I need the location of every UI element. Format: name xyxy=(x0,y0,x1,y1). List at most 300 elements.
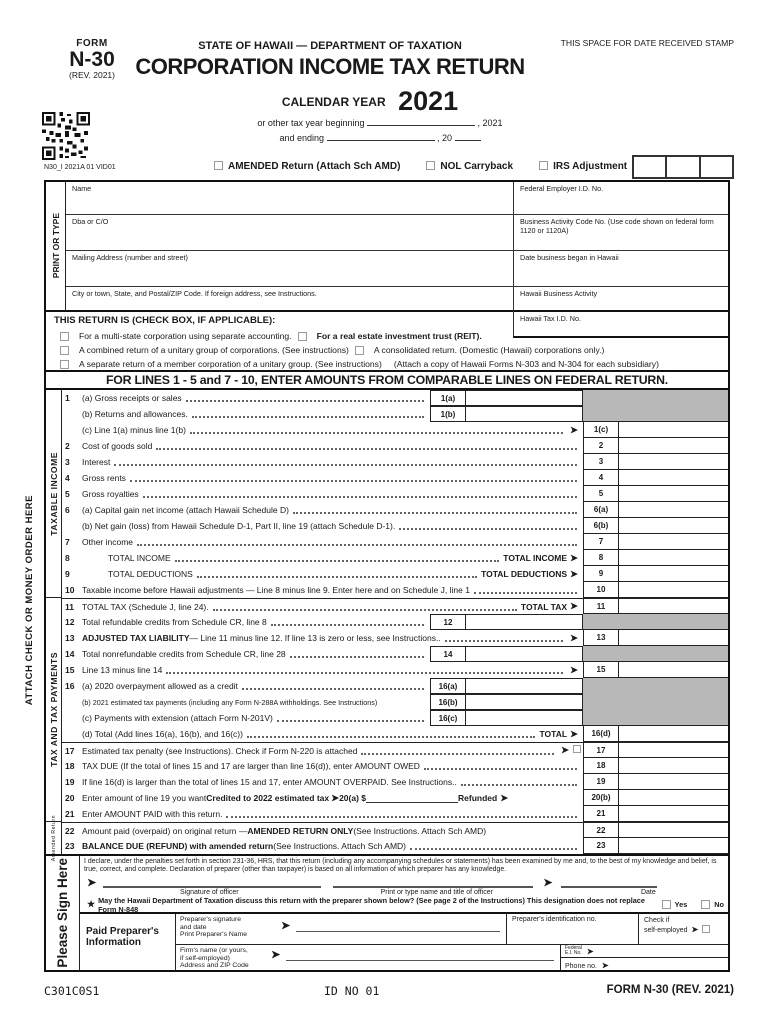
line-code-box: 21 xyxy=(583,806,619,822)
nol-carryback-option: NOL Carryback xyxy=(426,161,513,172)
line-label xyxy=(82,550,583,566)
calendar-year-label: CALENDAR YEAR xyxy=(281,95,386,109)
line-text: (a) Capital gain net income (attach Hawaii Schedule D) xyxy=(82,505,289,515)
line-text: Gross royalties xyxy=(82,489,139,499)
line-label xyxy=(82,838,583,854)
line-text-bold: BALANCE DUE (REFUND) with amended return xyxy=(82,841,274,851)
irs-adjustment-checkbox[interactable] xyxy=(539,161,548,170)
tax-year-begin-field[interactable] xyxy=(367,117,475,126)
amount-entry[interactable] xyxy=(619,806,728,822)
preparer-id-cell[interactable]: Preparer's identification no. xyxy=(506,914,638,944)
amount-entry[interactable] xyxy=(619,566,728,582)
federal-ein-cell[interactable] xyxy=(561,945,728,958)
line-number xyxy=(62,406,82,422)
print-or-type-block xyxy=(46,182,728,312)
preparer-signature-cell xyxy=(176,914,506,944)
line-number: 22 xyxy=(65,825,75,836)
line-number xyxy=(62,422,82,438)
attach-n303-note: (Attach a copy of Hawaii Forms N-303 and N-304 for each subsidiary) xyxy=(393,359,659,369)
footer-form-code: C301C0S1 xyxy=(44,984,100,998)
arrow-icon: ➤ xyxy=(570,552,578,564)
line-code-box: 3 xyxy=(583,454,619,470)
amount-entry[interactable] xyxy=(619,838,728,854)
dot-leader xyxy=(175,560,500,562)
line-label xyxy=(82,758,583,774)
attach-check-strip xyxy=(24,420,35,780)
footer-form-name: FORM N-30 (REV. 2021) xyxy=(606,984,734,996)
form-line xyxy=(62,774,728,790)
taxable-income-label: TAXABLE INCOME xyxy=(48,451,59,536)
line-number: 2 xyxy=(65,441,70,451)
print-or-type-label: PRINT OR TYPE xyxy=(50,213,61,279)
form-line xyxy=(62,742,728,758)
dot-leader xyxy=(290,656,424,658)
amount-entry[interactable] xyxy=(619,582,728,598)
form-line xyxy=(62,758,728,774)
lines-rows xyxy=(62,390,728,854)
amount-entry[interactable] xyxy=(619,630,728,646)
self-employed-label: self-employed xyxy=(644,927,688,934)
irs-adjustment-option: IRS Adjustment xyxy=(539,161,627,172)
line-text: If line 16(d) is larger than the total of lines 15 and 17, enter AMOUNT OVERPAID. See Instructions.. xyxy=(82,777,457,787)
qr-code xyxy=(42,112,90,160)
arrow-icon: ➤ xyxy=(561,745,569,756)
amended-return-side-label: Amended Return xyxy=(50,814,57,862)
line-number: 6 xyxy=(65,505,70,515)
fein-field[interactable]: Federal Employer I.D. No. xyxy=(513,182,728,215)
refunded-arrow-icon: ➤ xyxy=(500,792,509,804)
please-sign-here-strip xyxy=(46,856,80,970)
footer-id-no: ID NO 01 xyxy=(324,984,380,998)
this-return-title: THIS RETURN IS (CHECK BOX, IF APPLICABLE): xyxy=(54,315,276,326)
amount-entry[interactable] xyxy=(619,726,728,742)
signature-arrow-icon: ➤ xyxy=(87,877,97,889)
self-employed-arrow-icon: ➤ xyxy=(691,925,699,934)
firm-name-label1: Firm's name (or yours, xyxy=(180,947,248,954)
amount-entry[interactable] xyxy=(619,518,728,534)
amended-return-option: AMENDED Return (Attach Sch AMD) xyxy=(214,161,400,172)
line-code-box: 16(b) xyxy=(430,694,466,710)
other-year-begin-suffix: , 2021 xyxy=(477,118,503,128)
line-number: 16 xyxy=(65,681,75,691)
line-code-box: 20(b) xyxy=(583,790,619,806)
refunded-label: Refunded xyxy=(458,793,498,803)
calendar-year-line xyxy=(220,86,520,117)
shaded-cell xyxy=(583,710,728,726)
no-label: No xyxy=(714,900,724,909)
arrow-icon: ➤ xyxy=(570,601,578,612)
form-revision: (REV. 2021) xyxy=(69,70,115,80)
line-code-box: 6(b) xyxy=(583,518,619,534)
form-line xyxy=(62,534,728,550)
amount-entry[interactable] xyxy=(466,406,583,422)
discuss-yes-checkbox[interactable] xyxy=(662,900,671,909)
reit-label: For a real estate investment trust (REIT). xyxy=(316,331,482,341)
form-line xyxy=(62,614,728,630)
arrow-icon: ➤ xyxy=(570,424,578,436)
dba-field[interactable]: Dba or C/O xyxy=(66,215,513,251)
federal-label: Federal xyxy=(565,945,582,951)
multistate-label: For a multi-state corporation using separate accounting. xyxy=(79,331,292,341)
form-header xyxy=(40,34,734,160)
business-activity-code-field[interactable]: Business Activity Code No. (Use code shown on federal form 1120 or 1120A) xyxy=(513,215,728,251)
form-line xyxy=(62,518,728,534)
line-tag: TOTAL TAX xyxy=(520,601,568,612)
line-label xyxy=(82,534,583,550)
dot-leader xyxy=(166,672,563,674)
line-number xyxy=(62,710,82,726)
line-text-bold: Credited to 2022 estimated tax xyxy=(206,793,330,803)
amount-entry[interactable] xyxy=(619,662,728,678)
form-line xyxy=(62,694,728,710)
line-number xyxy=(62,694,82,710)
form-line xyxy=(62,486,728,502)
line-label xyxy=(82,726,583,742)
shaded-cell xyxy=(583,678,728,694)
footer xyxy=(44,984,734,1000)
amended-return-checkbox[interactable] xyxy=(214,161,223,170)
form-line xyxy=(62,390,728,406)
line-label xyxy=(82,502,583,518)
dot-leader xyxy=(461,784,577,786)
self-employed-checkbox[interactable] xyxy=(702,925,710,933)
paid-preparer-label: Paid Preparer's Information xyxy=(80,914,176,970)
attach-check-label: ATTACH CHECK OR MONEY ORDER HERE xyxy=(24,494,35,706)
line-number: 15 xyxy=(65,665,75,675)
form-line xyxy=(62,710,728,726)
firm-name-cell xyxy=(176,945,560,970)
form-line xyxy=(62,598,728,614)
dot-leader xyxy=(130,480,577,482)
line-text: (See Instructions. Attach Sch AMD) xyxy=(273,841,407,851)
dot-leader xyxy=(445,640,563,642)
line-tag: TOTAL DEDUCTIONS xyxy=(481,569,568,579)
dot-leader xyxy=(114,464,577,466)
this-return-section xyxy=(46,312,728,372)
amount-entry[interactable] xyxy=(619,438,728,454)
line-number xyxy=(62,518,82,534)
line-text: Total nonrefundable credits from Schedule CR, line 28 xyxy=(82,649,286,659)
phone-label: Phone no. xyxy=(565,963,597,970)
line-text: (c) Line 1(a) minus line 1(b) xyxy=(82,425,186,435)
dot-leader xyxy=(410,848,577,850)
line-label xyxy=(82,790,583,806)
signature-of-officer-label: Signature of officer xyxy=(180,889,239,896)
dot-leader xyxy=(361,753,554,755)
line-text: Amount paid (overpaid) on original return — xyxy=(82,825,248,836)
line-number: 4 xyxy=(65,473,70,483)
amount-entry[interactable] xyxy=(466,710,583,726)
line-text-bold: AMENDED RETURN ONLY xyxy=(247,825,354,836)
signature-section xyxy=(80,856,728,912)
line-text: Cost of goods sold xyxy=(82,441,153,451)
preparer-print-name-label: Print Preparer's Name xyxy=(180,931,248,938)
combined-return-checkbox[interactable] xyxy=(60,346,69,355)
line-tag: TOTAL xyxy=(539,729,568,739)
amount-entry[interactable] xyxy=(619,550,728,566)
amount-entry[interactable] xyxy=(466,614,583,630)
self-employed-cell xyxy=(638,914,728,944)
check-if-label: Check if xyxy=(644,917,670,924)
form-version-code: N30_I 2021A 01 VID01 xyxy=(44,164,116,171)
amount-entry[interactable] xyxy=(619,422,728,438)
amount-entry[interactable] xyxy=(466,678,583,694)
officer-signature-field[interactable] xyxy=(103,886,321,888)
line-label xyxy=(82,406,430,422)
line-number: 12 xyxy=(65,617,75,627)
print-or-type-strip xyxy=(46,182,66,310)
department-line: STATE OF HAWAII — DEPARTMENT OF TAXATION xyxy=(198,40,462,52)
date-received-boxes xyxy=(632,155,734,179)
form-line xyxy=(62,822,728,838)
preparer-signature-label: Preparer's signature xyxy=(180,916,241,923)
form-line xyxy=(62,646,728,662)
line-number: 10 xyxy=(65,585,75,595)
shaded-cell xyxy=(583,646,728,662)
form-line xyxy=(62,406,728,422)
tax-year-end-field[interactable] xyxy=(327,132,435,141)
line-text: — Line 11 minus line 12. If line 13 is zero or less, see Instructions.. xyxy=(189,633,441,643)
amount-entry[interactable] xyxy=(466,390,583,406)
officer-name-field[interactable] xyxy=(333,886,533,888)
line-text: (b) 2021 estimated tax payments (including any Form N-288A withholdings. See Instructions) xyxy=(82,697,378,707)
line-label xyxy=(82,422,583,438)
separate-return-checkbox[interactable] xyxy=(60,360,69,369)
line-code-box: 1(a) xyxy=(430,390,466,406)
line-label xyxy=(82,486,583,502)
line-number: 9 xyxy=(65,569,70,579)
arrow-icon: ➤ xyxy=(570,664,578,676)
discuss-with-preparer-note: May the Hawaii Department of Taxation discuss this return with the preparer shown below? (See page 2 of the Instructions) This designation does not replace Form N-848 xyxy=(98,895,645,914)
line-label xyxy=(82,566,583,582)
dot-leader xyxy=(137,544,577,546)
date-business-began-field[interactable]: Date business began in Hawaii xyxy=(513,251,728,287)
line-number: 3 xyxy=(65,457,70,467)
dot-leader xyxy=(143,496,577,498)
line-code-box: 7 xyxy=(583,534,619,550)
form-line xyxy=(62,454,728,470)
dot-leader xyxy=(474,592,577,594)
date-label: Date xyxy=(640,889,656,896)
separate-return-label: A separate return of a member corporation of a unitary group. (See instructions) xyxy=(79,359,382,369)
line-text: (a) Gross receipts or sales xyxy=(82,393,182,403)
signature-date-field[interactable] xyxy=(561,886,657,888)
amount-entry[interactable] xyxy=(619,599,728,614)
line-text: Other income xyxy=(82,537,134,547)
line-text: (b) Net gain (loss) from Hawaii Schedule D-1, Part II, line 19 (attach Schedule D-1). xyxy=(82,521,396,531)
other-year-end-suffix: , 20 xyxy=(437,133,453,143)
line-label xyxy=(82,630,583,646)
dot-leader xyxy=(424,768,577,770)
line-label xyxy=(82,438,583,454)
form-number: N-30 xyxy=(69,48,115,71)
print-name-label: Print or type name and title of officer xyxy=(380,889,493,896)
line-code-box: 15 xyxy=(583,662,619,678)
line-number: 23 xyxy=(65,841,75,851)
form-line xyxy=(62,678,728,694)
line-code-box: 10 xyxy=(583,582,619,598)
line-code-box: 16(c) xyxy=(430,710,466,726)
hawaii-business-activity-field[interactable]: Hawaii Business Activity xyxy=(513,287,728,312)
amount-entry[interactable] xyxy=(619,743,728,758)
line-number: 11 xyxy=(65,601,74,612)
line-label xyxy=(82,678,430,694)
form-word: FORM xyxy=(76,38,108,49)
line-label xyxy=(82,806,583,822)
line-code-box: 14 xyxy=(430,646,466,662)
arrow-icon: ➤ xyxy=(570,632,578,644)
form-line xyxy=(62,470,728,486)
star-icon: ★ xyxy=(87,899,96,909)
line-text: Enter amount of line 19 you want xyxy=(82,793,207,803)
line-text: TAX DUE (If the total of lines 15 and 17 are larger than line 16(d)), enter AMOUNT OWED xyxy=(82,761,420,771)
amount-entry[interactable] xyxy=(619,758,728,774)
form-line xyxy=(62,790,728,806)
dot-leader xyxy=(271,624,424,626)
hawaii-tax-id-field[interactable]: Hawaii Tax I.D. No. xyxy=(513,312,728,338)
amount-entry[interactable] xyxy=(619,534,728,550)
line-number xyxy=(62,726,82,742)
amount-entry[interactable] xyxy=(619,486,728,502)
line-text: Estimated tax penalty (see Instructions). Check if Form N-220 is attached xyxy=(82,745,358,756)
consolidated-return-checkbox[interactable] xyxy=(355,346,364,355)
shaded-cell xyxy=(583,390,728,406)
dot-leader xyxy=(242,688,424,690)
amount-entry[interactable] xyxy=(466,694,583,710)
declaration-text: I declare, under the penalties set forth in section 231-36, HRS, that this return (including any accompanying schedules or statements) has been examined by me and, to the best of my knowledge and belief, is true, correct, and complete. Declaration of preparer (other than taxpayer) is based on all information of which preparer has any knowledge. xyxy=(84,858,717,873)
shaded-cell xyxy=(583,694,728,710)
line-number: 14 xyxy=(65,649,75,659)
line-label xyxy=(82,743,583,758)
firm-name-field[interactable] xyxy=(286,960,554,961)
firm-address-label: Address and ZIP Code xyxy=(180,962,249,969)
mailing-address-field[interactable]: Mailing Address (number and street) xyxy=(66,251,513,287)
line-label xyxy=(82,454,583,470)
date-received-stamp-label: THIS SPACE FOR DATE RECEIVED STAMP xyxy=(560,38,734,48)
arrow-icon: ➤ xyxy=(570,568,578,580)
other-year-begin-label: or other tax year beginning xyxy=(257,118,365,128)
firm-name-arrow-icon: ➤ xyxy=(271,949,281,961)
ein-label: E.I. No. xyxy=(565,950,582,956)
name-field[interactable]: Name xyxy=(66,182,513,215)
line-label xyxy=(82,662,583,678)
line-code-box: 5 xyxy=(583,486,619,502)
city-state-zip-field[interactable]: City or town, State, and Postal/ZIP Code. If foreign address, see Instructions. xyxy=(72,289,317,298)
form-line xyxy=(62,806,728,822)
line-label xyxy=(82,614,430,630)
line-text: (a) 2020 overpayment allowed as a credit xyxy=(82,681,238,691)
preparer-signature-field[interactable] xyxy=(296,931,500,932)
line-tag: TOTAL INCOME xyxy=(503,553,568,563)
line-text: TOTAL DEDUCTIONS xyxy=(108,569,193,579)
line-label xyxy=(82,582,583,598)
reit-checkbox[interactable] xyxy=(298,332,307,341)
form-line xyxy=(62,726,728,742)
table-sidebar xyxy=(46,390,62,862)
line-text: TOTAL TAX (Schedule J, line 24). xyxy=(82,601,209,612)
line-20a-amount-field[interactable] xyxy=(366,793,458,803)
please-sign-here-label: Please Sign Here xyxy=(55,858,70,968)
line-label xyxy=(82,646,430,662)
line-code-box: 11 xyxy=(583,599,619,614)
preparer-and-date-label: and date xyxy=(180,923,207,931)
other-tax-year-lines xyxy=(170,116,590,146)
form-line xyxy=(62,502,728,518)
line-text: Line 13 minus line 14 xyxy=(82,665,163,675)
line-label xyxy=(82,599,583,614)
line-code-box: 2 xyxy=(583,438,619,454)
form-line xyxy=(62,630,728,646)
amount-entry[interactable] xyxy=(619,454,728,470)
dot-leader xyxy=(213,609,517,611)
page-title: CORPORATION INCOME TAX RETURN xyxy=(135,54,525,79)
line-code-box: 22 xyxy=(583,823,619,838)
line-text: (d) Total (Add lines 16(a), 16(b), and 16(c)) xyxy=(82,729,243,739)
line-text: (See Instructions. Attach Sch AMD) xyxy=(353,825,487,836)
line-code-box: 6(a) xyxy=(583,502,619,518)
line-text: Gross rents xyxy=(82,473,126,483)
line-label xyxy=(82,774,583,790)
dot-leader xyxy=(197,576,477,578)
dot-leader xyxy=(190,432,563,434)
n220-attached-checkbox[interactable] xyxy=(573,745,581,753)
discuss-no-checkbox[interactable] xyxy=(701,900,710,909)
dot-leader xyxy=(277,720,424,722)
amount-entry[interactable] xyxy=(619,823,728,838)
federal-lines-banner: FOR LINES 1 - 5 and 7 - 10, ENTER AMOUNTS FROM COMPARABLE LINES ON FEDERAL RETURN. xyxy=(46,372,728,390)
line-number: 21 xyxy=(65,809,75,819)
yes-label: Yes xyxy=(674,900,688,909)
amount-entry[interactable] xyxy=(619,470,728,486)
line-code-box: 9 xyxy=(583,566,619,582)
form-line xyxy=(62,566,728,582)
line-label xyxy=(82,710,430,726)
line-text: Interest xyxy=(82,457,111,467)
line-code-box: 16(a) xyxy=(430,678,466,694)
amount-entry[interactable] xyxy=(619,790,728,806)
tax-year-end-yy-field[interactable] xyxy=(455,132,481,141)
amount-entry[interactable] xyxy=(466,646,583,662)
amount-entry[interactable] xyxy=(619,774,728,790)
line-label xyxy=(82,518,583,534)
line-text: (b) Returns and allowances. xyxy=(82,409,188,419)
line-text: Total refundable credits from Schedule CR, line 8 xyxy=(82,617,267,627)
line-code-box: 13 xyxy=(583,630,619,646)
form-line xyxy=(62,838,728,854)
form-line xyxy=(62,438,728,454)
tax-lines-table xyxy=(46,390,728,862)
dot-leader xyxy=(192,416,424,418)
line-label xyxy=(82,470,583,486)
arrow-icon: ➤ xyxy=(570,728,578,740)
amount-entry[interactable] xyxy=(619,502,728,518)
form-line xyxy=(62,582,728,598)
form-line xyxy=(62,422,728,438)
phone-cell[interactable] xyxy=(561,958,728,970)
dot-leader xyxy=(186,400,424,402)
shaded-cell xyxy=(583,406,728,422)
multistate-checkbox[interactable] xyxy=(60,332,69,341)
line-number: 7 xyxy=(65,537,70,547)
line-code-box: 1(b) xyxy=(430,406,466,422)
line-text: (c) Payments with extension (attach Form N-201V) xyxy=(82,713,273,723)
signature-and-preparer xyxy=(46,856,728,970)
nol-carryback-checkbox[interactable] xyxy=(426,161,435,170)
paid-preparer-section xyxy=(80,912,728,970)
shaded-cell xyxy=(583,614,728,630)
credited-arrow-icon: ➤ xyxy=(331,792,340,804)
form-line xyxy=(62,662,728,678)
